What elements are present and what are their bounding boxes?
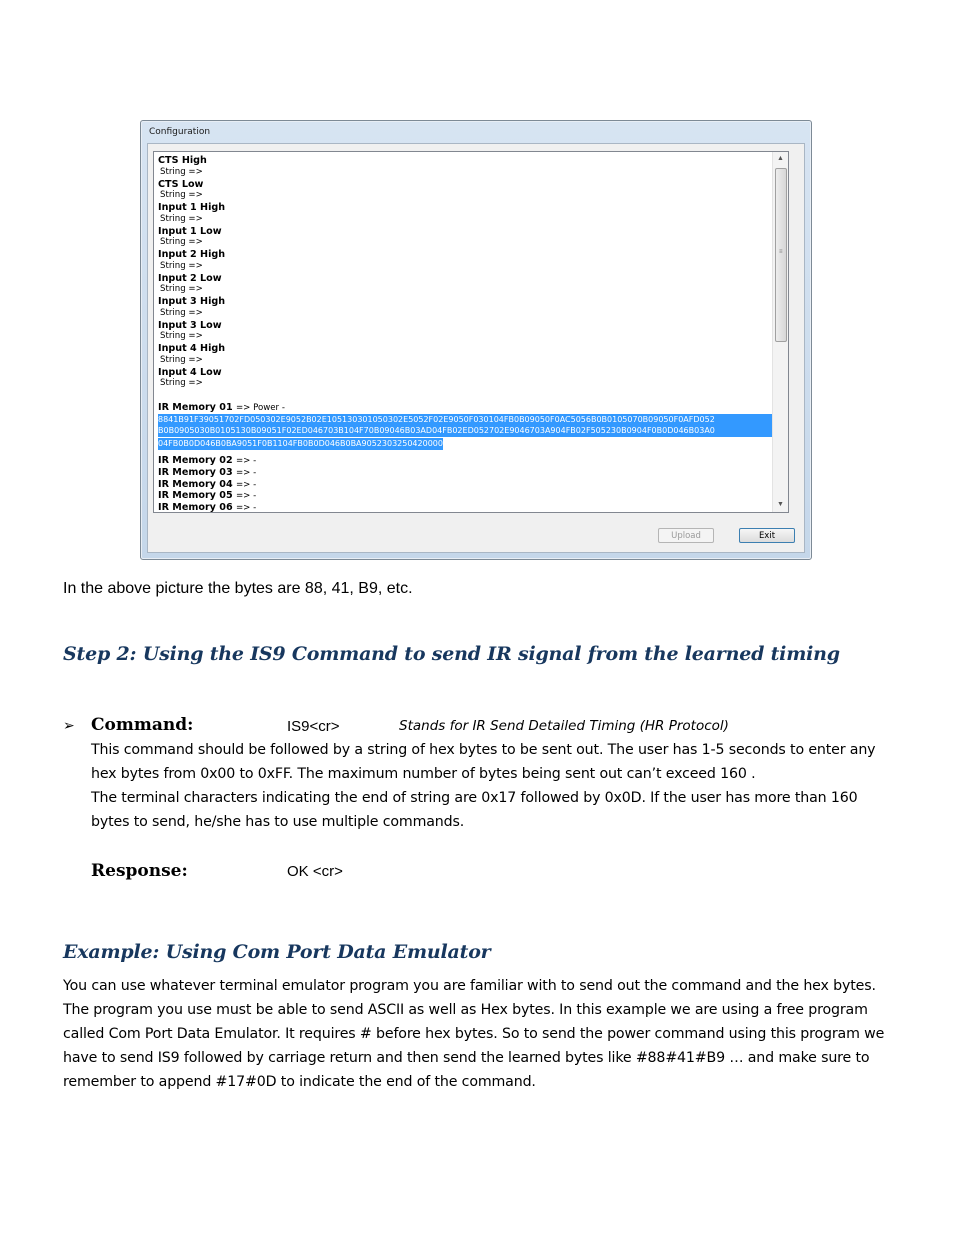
window-client-area <box>147 143 805 553</box>
ir-memory-row[interactable] <box>158 479 774 491</box>
ir-memory-label: IR Memory 02 <box>158 455 233 466</box>
entry-string[interactable]: String => <box>160 331 203 342</box>
command-label: Command: <box>91 715 194 735</box>
example-heading: Example: Using Com Port Data Emulator <box>63 941 491 963</box>
example-line: have to send IS9 followed by carriage return and then send the learned bytes like #88#41#B9 … and make sure to <box>63 1050 870 1066</box>
entry-label[interactable]: Input 2 Low <box>158 272 222 284</box>
hex-line: 8841B91F39051702FD050302E9052B02E105130301050302E5052F02E9050F030104FB0B09050F0AC5056B0B0105070B09050F0AFD052 <box>158 414 715 424</box>
description-line: This command should be followed by a string of hex bytes to be sent out. The user has 1-5 seconds to enter any <box>91 742 876 758</box>
entry-string[interactable]: String => <box>160 378 203 389</box>
command-description <box>91 738 875 834</box>
ir-memory-value: => Power - <box>235 402 285 413</box>
configuration-window <box>140 120 812 560</box>
ir-memory-01-row[interactable] <box>158 402 774 414</box>
selected-hex-bytes[interactable] <box>158 414 772 438</box>
ir-memory-row[interactable] <box>158 502 774 513</box>
example-paragraph <box>63 974 884 1094</box>
exit-button[interactable]: Exit <box>739 528 795 543</box>
entry-string[interactable]: String => <box>160 213 203 224</box>
ir-memory-label: IR Memory 06 <box>158 502 233 513</box>
command-note: Stands for IR Send Detailed Timing (HR Protocol) <box>399 718 729 734</box>
response-code: OK <cr> <box>287 863 343 880</box>
entry-label[interactable]: Input 2 High <box>158 249 226 260</box>
entry-label[interactable]: Input 3 Low <box>158 319 222 331</box>
scroll-down-arrow-icon[interactable]: ▼ <box>777 501 784 508</box>
bullet-arrow-icon: ➢ <box>63 717 75 733</box>
figure-caption: In the above picture the bytes are 88, 41, B9, etc. <box>63 580 413 597</box>
window-title: Configuration <box>149 127 211 137</box>
ir-memory-value: => - <box>235 467 257 478</box>
entry-label[interactable]: Input 4 Low <box>158 366 222 378</box>
hex-line: 04FB0B0D046B0BA9051F0B1104FB0B0D046B0BA9052303250420000 <box>158 439 443 449</box>
ir-memory-value: => - <box>235 479 257 490</box>
example-line: called Com Port Data Emulator. It requires # before hex bytes. So to send the power command using this program we <box>63 1026 885 1042</box>
description-line: The terminal characters indicating the end of string are 0x17 followed by 0x0D. If the user has more than 160 <box>91 790 858 806</box>
entry-string[interactable]: String => <box>160 190 203 201</box>
selected-hex-bytes-tail[interactable] <box>158 438 443 450</box>
ir-memory-row[interactable] <box>158 455 774 467</box>
entry-label[interactable]: Input 3 High <box>158 296 226 307</box>
ir-memory-label: IR Memory 05 <box>158 490 233 502</box>
config-list <box>158 155 774 513</box>
example-line: The program you use must be able to send ASCII as well as Hex bytes. In this example we are using a free program <box>63 1002 868 1018</box>
vertical-scrollbar[interactable] <box>772 152 788 512</box>
entry-string[interactable]: String => <box>160 354 203 365</box>
entry-string[interactable]: String => <box>160 284 203 295</box>
grip-icon: ≡ <box>779 249 783 255</box>
hex-line: B0B0905030B0105130B09051F02ED046703B104F70B09046B03AD04FB02ED052702E9046703A904FB02F505230B0904F0B0D046B03A0 <box>158 426 715 436</box>
step2-heading: Step 2: Using the IS9 Command to send IR signal from the learned timing <box>63 643 840 665</box>
entry-label[interactable]: Input 4 High <box>158 343 226 354</box>
scroll-thumb[interactable] <box>775 168 787 342</box>
entry-label[interactable]: CTS Low <box>158 178 204 190</box>
ir-memory-value: => - <box>235 456 257 466</box>
example-line: remember to append #17#0D to indicate the end of the command. <box>63 1074 536 1090</box>
ir-memory-value: => - <box>235 503 257 513</box>
scroll-up-arrow-icon[interactable]: ▲ <box>777 155 784 162</box>
example-line: You can use whatever terminal emulator program you are familiar with to send out the command and the hex bytes. <box>63 978 876 994</box>
ir-memory-value: => - <box>235 491 257 502</box>
entry-label[interactable]: CTS High <box>158 155 207 166</box>
ir-memory-label: IR Memory 03 <box>158 466 233 478</box>
response-label: Response: <box>91 861 188 881</box>
entry-label[interactable]: Input 1 Low <box>158 225 222 237</box>
config-listbox[interactable] <box>153 151 789 513</box>
description-line: bytes to send, he/she has to use multiple commands. <box>91 814 465 830</box>
list-spacer <box>158 390 774 402</box>
command-code: IS9<cr> <box>287 718 340 735</box>
entry-label[interactable]: Input 1 High <box>158 202 226 213</box>
entry-string[interactable]: String => <box>160 237 203 248</box>
entry-string[interactable]: String => <box>160 166 203 177</box>
ir-memory-row[interactable] <box>158 467 774 479</box>
upload-button[interactable]: Upload <box>658 528 714 543</box>
description-line: hex bytes from 0x00 to 0xFF. The maximum number of bytes being sent out can’t exceed 160 . <box>91 766 756 782</box>
ir-memory-label: IR Memory 01 <box>158 401 233 413</box>
ir-memory-label: IR Memory 04 <box>158 478 233 490</box>
entry-string[interactable]: String => <box>160 260 203 271</box>
ir-memory-row[interactable] <box>158 490 774 502</box>
entry-string[interactable]: String => <box>160 307 203 318</box>
